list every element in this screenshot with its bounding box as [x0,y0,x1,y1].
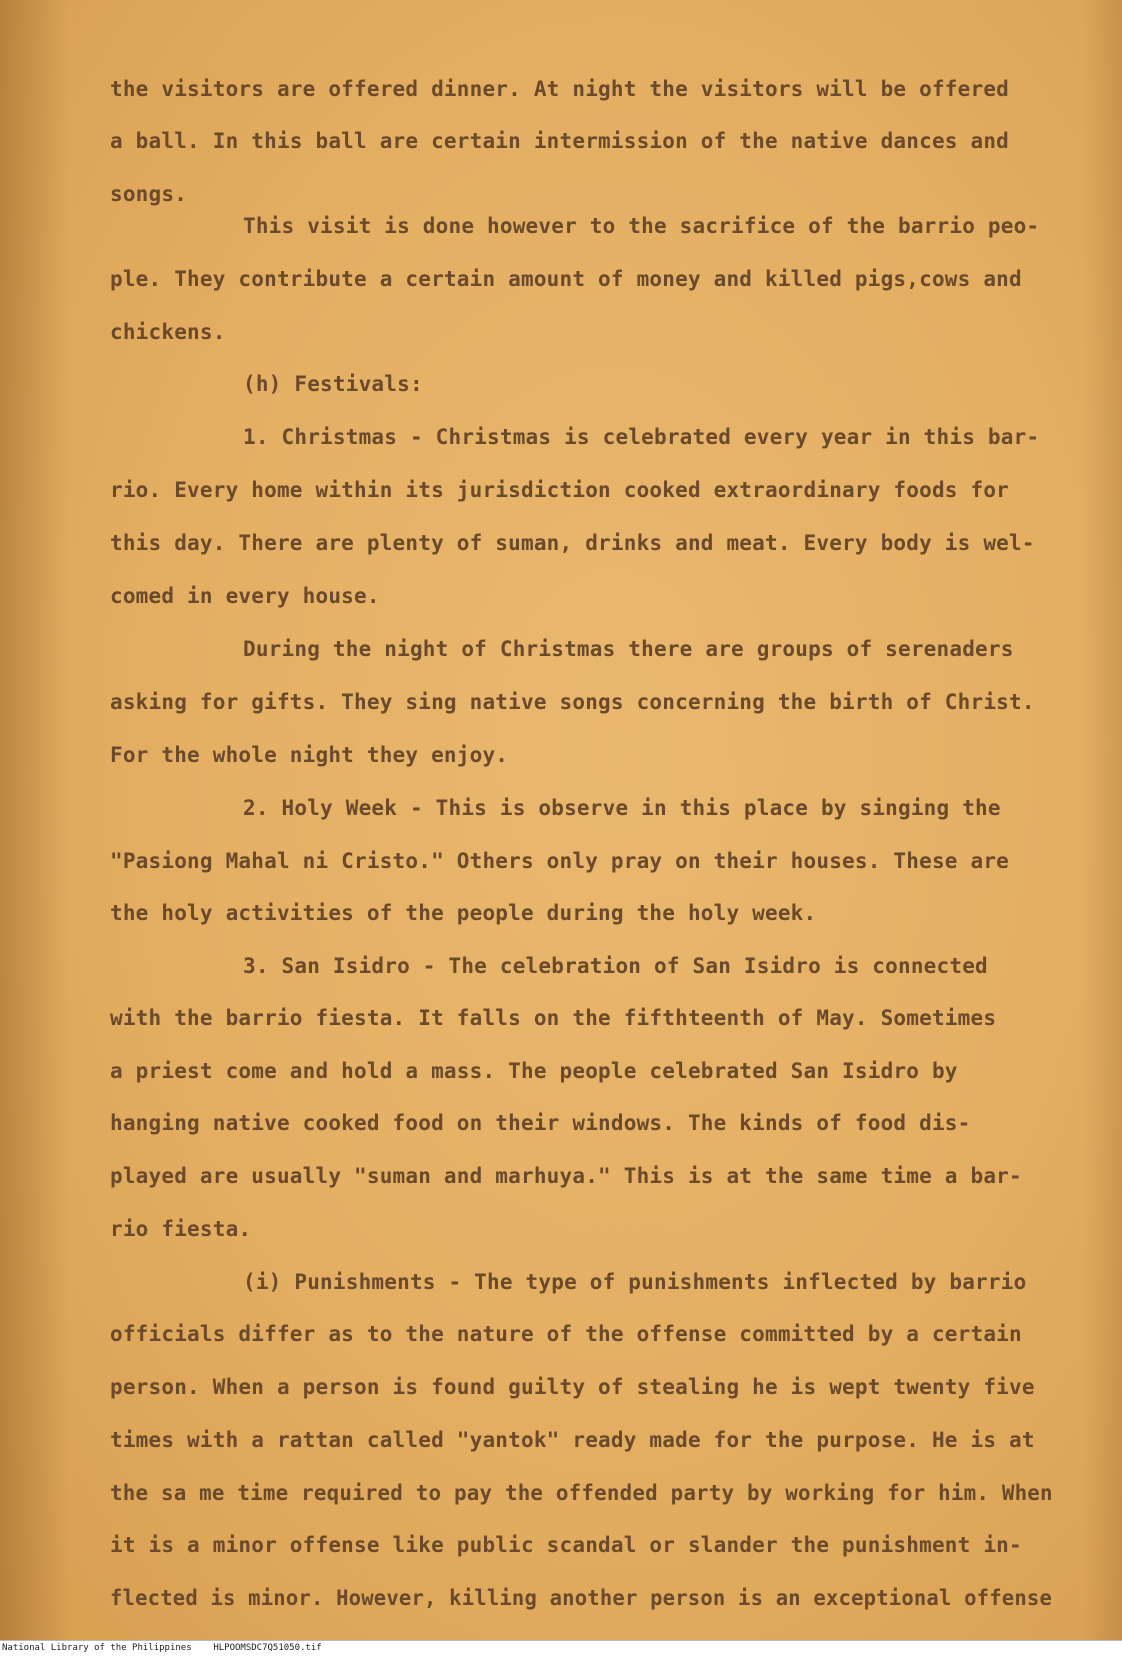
text-line: with the barrio fiesta. It falls on the fifthteenth of May. Sometimes [110,1006,997,1030]
text-line: comed in every house. [110,584,380,608]
text-line: a ball. In this ball are certain intermission of the native dances and [110,129,1010,153]
text-line: 1. Christmas - Christmas is celebrated every year in this bar- [243,425,1040,449]
text-line: the sa me time required to pay the offended party by working for him. When [110,1481,1053,1505]
text-line: 3. San Isidro - The celebration of San Isidro is connected [243,954,988,978]
text-line: played are usually "suman and marhuya." This is at the same time a bar- [110,1164,1022,1188]
text-line: ple. They contribute a certain amount of money and killed pigs,cows and [110,267,1022,291]
footer-caption: National Library of the Philippines HLPOOMSDC7Q51050.tif [2,1643,322,1653]
text-line: rio fiesta. [110,1217,252,1241]
text-line: this day. There are plenty of suman, drinks and meat. Every body is wel- [110,531,1035,555]
text-line: the visitors are offered dinner. At night the visitors will be offered [110,77,1010,101]
text-line: chickens. [110,320,226,344]
section-heading: (h) Festivals: [243,372,423,396]
text-line: asking for gifts. They sing native songs concerning the birth of Christ. [110,690,1035,714]
text-line: During the night of Christmas there are groups of serenaders [243,637,1014,661]
text-line: "Pasiong Mahal ni Cristo." Others only pray on their houses. These are [110,849,1010,873]
text-line: officials differ as to the nature of the offense committed by a certain [110,1322,1022,1346]
text-line: a priest come and hold a mass. The people celebrated San Isidro by [110,1059,958,1083]
text-line: flected is minor. However, killing another person is an exceptional offense [110,1586,1053,1610]
text-line: person. When a person is found guilty of stealing he is wept twenty five [110,1375,1035,1399]
section-heading: (i) Punishments - The type of punishments inflected by barrio [243,1270,1027,1294]
text-line: For the whole night they enjoy. [110,743,509,767]
text-line: This visit is done however to the sacrifice of the barrio peo- [243,214,1040,238]
text-line: 2. Holy Week - This is observe in this place by singing the [243,796,1001,820]
scan-footer [0,1640,1122,1659]
text-line: the holy activities of the people during the holy week. [110,901,817,925]
text-line: it is a minor offense like public scandal or slander the punishment in- [110,1533,1022,1557]
text-line: songs. [110,182,188,206]
text-line: hanging native cooked food on their windows. The kinds of food dis- [110,1111,971,1135]
text-line: times with a rattan called "yantok" ready made for the purpose. He is at [110,1428,1035,1452]
text-line: rio. Every home within its jurisdiction cooked extraordinary foods for [110,478,1010,502]
